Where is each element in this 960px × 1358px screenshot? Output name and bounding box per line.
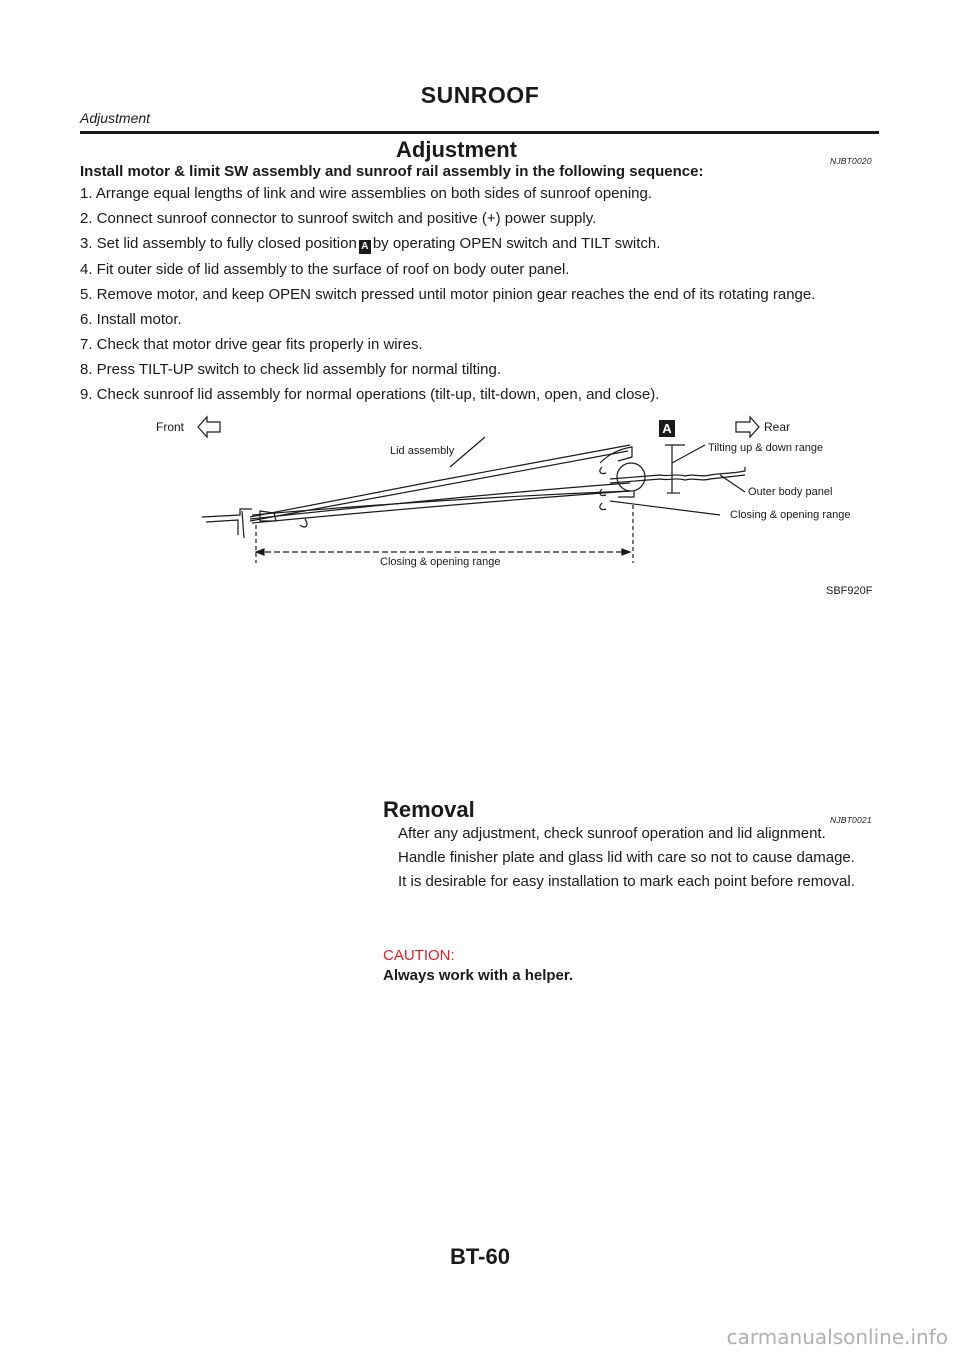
step-5: 5. Remove motor, and keep OPEN switch pressed until motor pinion gear reaches the end of its rotating range. <box>80 286 816 303</box>
closing-right-leader <box>610 501 720 515</box>
step-7: 7. Check that motor drive gear fits properly in wires. <box>80 336 423 353</box>
lid-leader <box>450 437 485 467</box>
removal-paragraphs <box>398 825 879 897</box>
sunroof-adjustment-figure <box>140 405 880 600</box>
left-roof-drip <box>242 511 244 538</box>
step-3-text-b: by operating OPEN switch and TILT switch. <box>372 235 661 252</box>
figure-front-label: Front <box>156 420 185 434</box>
bottom-dim-arrow-right <box>622 549 630 555</box>
figure-marker-a: A <box>662 421 672 436</box>
rear-hook-1 <box>600 467 606 474</box>
figure-closing-bottom-label: Closing & opening range <box>380 556 501 568</box>
adjustment-intro: Install motor & limit SW assembly and sunroof rail assembly in the following sequence: <box>80 163 704 180</box>
step-9: 9. Check sunroof lid assembly for normal operations (tilt-up, tilt-down, open, and close). <box>80 386 660 403</box>
adjustment-steps <box>80 184 880 410</box>
lid-closed-line-2 <box>252 491 630 523</box>
caution-text: Always work with a helper. <box>383 967 574 984</box>
left-roof-panel <box>202 509 252 517</box>
bottom-dim-arrow-left <box>256 549 264 555</box>
tilting-leader <box>672 445 705 463</box>
removal-code: NJBT0021 <box>830 815 872 825</box>
lid-open-line <box>252 491 630 515</box>
watermark: carmanualsonline.info <box>726 1325 948 1349</box>
adjustment-code: NJBT0020 <box>830 156 872 166</box>
rear-arrow-icon <box>736 417 759 437</box>
step-4: 4. Fit outer side of lid assembly to the surface of roof on body outer panel. <box>80 261 570 278</box>
removal-paragraph: It is desirable for easy installation to mark each point before removal. <box>398 873 855 890</box>
header-divider <box>80 131 879 134</box>
step-6: 6. Install motor. <box>80 311 182 328</box>
adjustment-title: Adjustment <box>396 137 517 162</box>
marker-a-icon: A <box>359 240 371 254</box>
figure-lid-assembly-label: Lid assembly <box>390 445 455 457</box>
left-roof-flange <box>206 520 238 535</box>
step-8: 8. Press TILT-UP switch to check lid assembly for normal tilting. <box>80 361 501 378</box>
page-number: BT-60 <box>450 1244 510 1269</box>
step-2: 2. Connect sunroof connector to sunroof switch and positive (+) power supply. <box>80 210 597 227</box>
removal-paragraph: Handle finisher plate and glass lid with care so not to cause damage. <box>398 849 855 866</box>
step-1: 1. Arrange equal lengths of link and wire assemblies on both sides of sunroof opening. <box>80 185 653 202</box>
figure-rear-label: Rear <box>764 420 791 434</box>
page-header-title: SUNROOF <box>420 82 540 108</box>
figure-code: SBF920F <box>826 585 873 597</box>
front-arrow-icon <box>198 417 220 437</box>
page-header-subtitle: Adjustment <box>80 110 151 126</box>
step-3 <box>80 234 880 254</box>
rear-hook-3 <box>600 503 606 510</box>
outer-body-panel-line-2 <box>610 475 745 483</box>
figure-outer-body-panel-label: Outer body panel <box>748 486 833 498</box>
front-hook <box>300 519 307 527</box>
removal-paragraph: After any adjustment, check sunroof operation and lid alignment. <box>398 825 826 842</box>
figure-tilting-label: Tilting up & down range <box>708 442 824 454</box>
outer-panel-leader <box>720 475 745 492</box>
step-3-text-a: 3. Set lid assembly to fully closed position <box>80 235 357 252</box>
figure-closing-right-label: Closing & opening range <box>730 509 851 521</box>
removal-title: Removal <box>383 797 475 822</box>
caution-label: CAUTION: <box>383 947 455 964</box>
